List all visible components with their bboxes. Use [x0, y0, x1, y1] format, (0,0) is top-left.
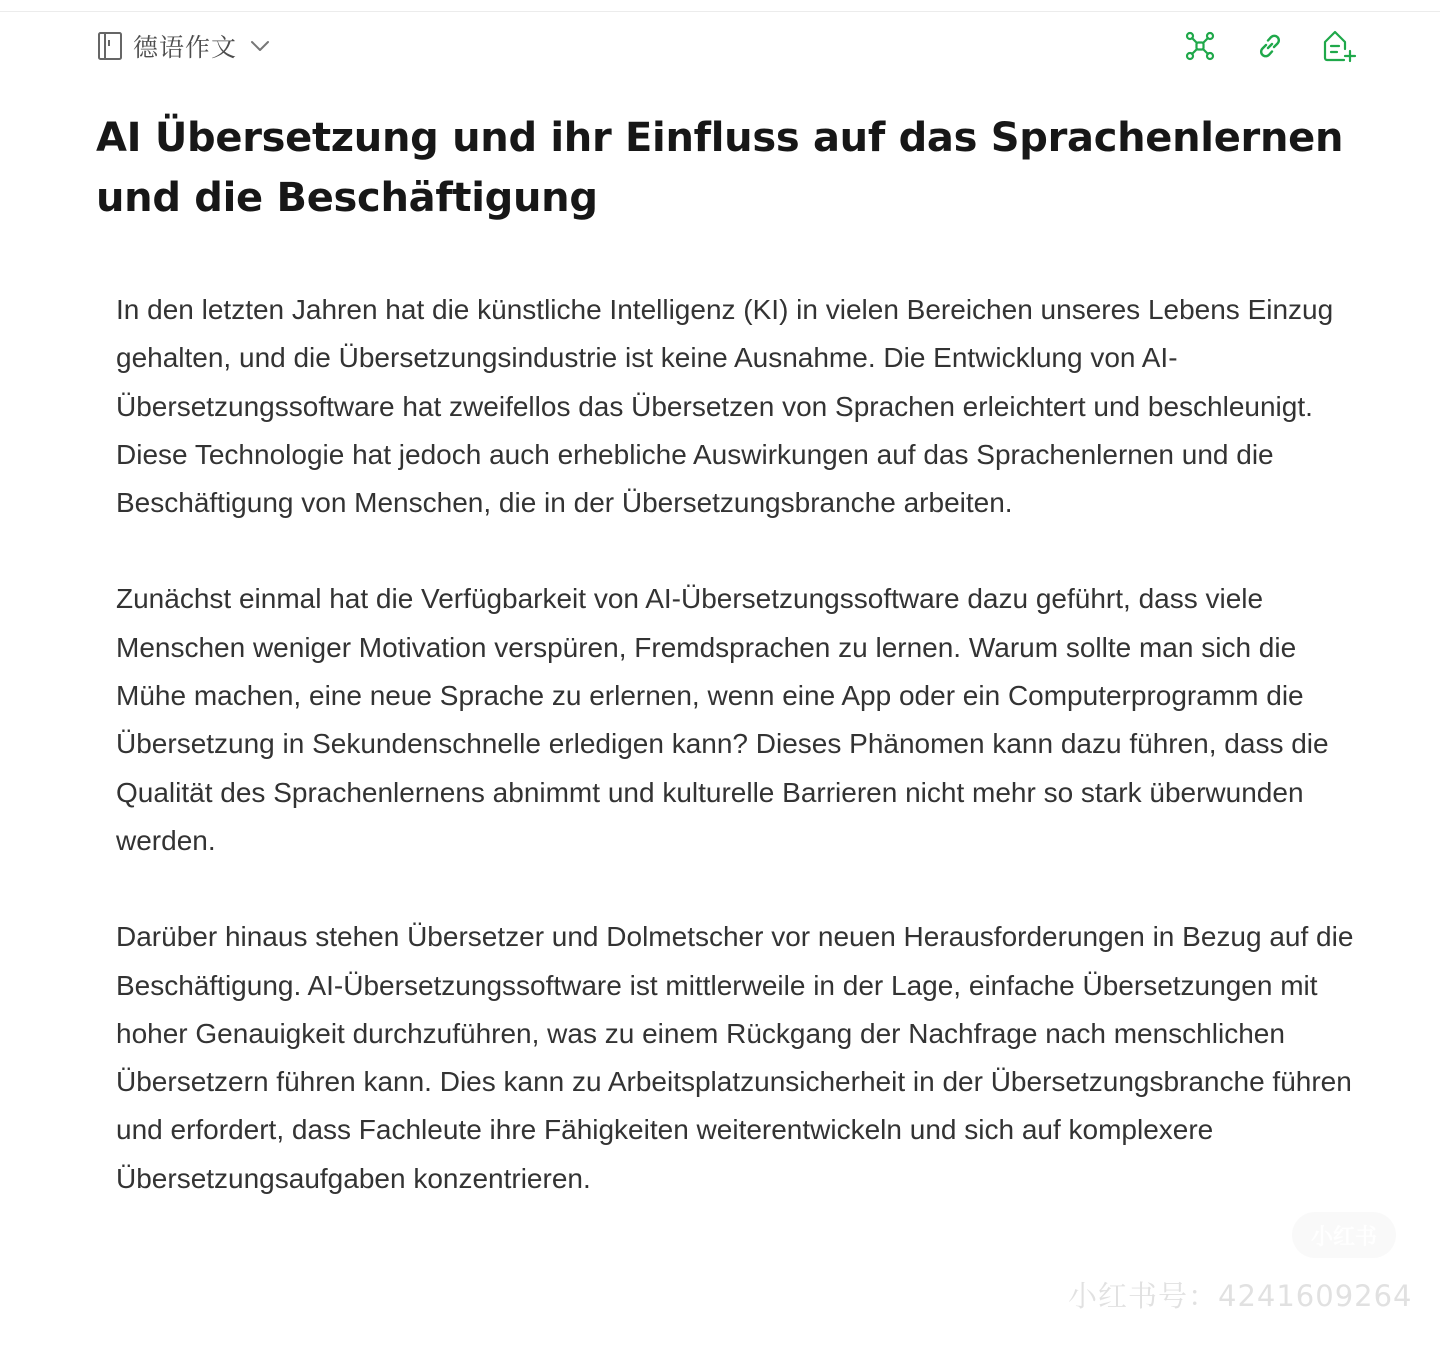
document-title[interactable]: AI Übersetzung und ihr Einfluss auf das Sprachenlernen und die Beschäftigung — [96, 115, 1344, 221]
share-link-button[interactable] — [1252, 28, 1288, 64]
watermark-user-id: 小红书号：4241609264 — [1068, 1279, 1413, 1313]
window-top-border — [0, 0, 1440, 12]
toolbar-actions — [1182, 28, 1358, 64]
paragraph: Darüber hinaus stehen Übersetzer und Dolmetscher vor neuen Herausforderungen in Bezug auf die Beschäftigung. AI-Übersetzungssoftware ist mittlerweile in der Lage, einfache Übersetzungen mit hoher Genauigkeit durchzuführen, was zu einem Rückgang der Nachfrage nach menschlichen Übersetzern führen kann. Dies kann zu Arbeitsplatzunsicherheit in der Übersetzungsbranche führen und erfordert, dass Fachleute ihre Fähigkeiten weiterentwickeln und sich auf komplexere Übersetzungsaufgaben konzentrieren. — [116, 921, 1354, 1194]
mindmap-icon — [1184, 30, 1216, 62]
paragraph: In den letzten Jahren hat die künstliche Intelligenz (KI) in vielen Bereichen unseres Lebens Einzug gehalten, und die Übersetzungsindustrie ist keine Ausnahme. Die Entwicklung von AI-Übersetzungssoftware hat zweifellos das Übersetzen von Sprachen erleichtert und beschleunigt. Diese Technologie hat jedoch auch erhebliche Auswirkungen auf das Sprachenlernen und die Beschäftigung von Menschen, die in der Übersetzungsbranche arbeiten. — [116, 294, 1334, 519]
add-note-button[interactable] — [1322, 28, 1358, 64]
link-icon — [1254, 30, 1286, 62]
add-note-icon — [1322, 29, 1358, 63]
notebook-icon — [96, 30, 124, 62]
watermark-logo: 小红书 — [1292, 1212, 1396, 1258]
note-toolbar — [0, 22, 1440, 70]
notebook-selector[interactable] — [96, 28, 271, 64]
mindmap-button[interactable] — [1182, 28, 1218, 64]
paragraph: Zunächst einmal hat die Verfügbarkeit von AI-Übersetzungssoftware dazu geführt, dass viele Menschen weniger Motivation verspüren, Fremdsprachen zu lernen. Warum sollte man sich die Mühe machen, eine neue Sprache zu erlernen, wenn eine App oder ein Computerprogramm die Übersetzung in Sekundenschnelle erledigen kann? Dieses Phänomen kann dazu führen, dass die Qualität des Sprachenlernens abnimmt und kulturelle Barrieren nicht mehr so stark überwunden werden. — [116, 583, 1329, 856]
notebook-name: 德语作文 — [133, 33, 238, 62]
document-body[interactable] — [116, 286, 1356, 1251]
chevron-down-icon[interactable] — [249, 35, 271, 57]
